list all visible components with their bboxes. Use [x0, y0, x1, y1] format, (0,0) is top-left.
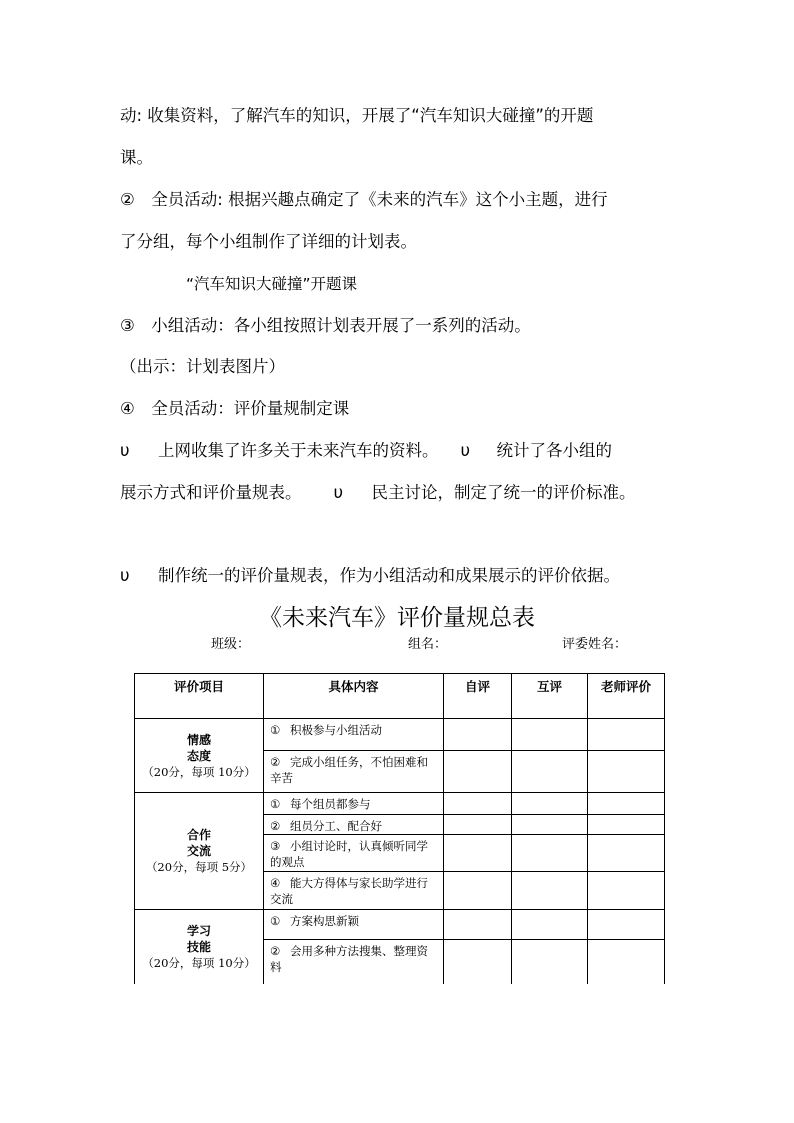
bullet-text-4: 制作统一的评价量规表，作为小组活动和成果展示的评价依据。 [158, 566, 620, 585]
peer-score-cell [512, 793, 588, 815]
table-row [135, 793, 665, 815]
bullet-text-2-cont: 展示方式和评价量规表。 [120, 483, 302, 502]
header-cell: 评价项目 [135, 674, 264, 719]
peer-score-cell [512, 940, 588, 984]
bullet-marker: υ [120, 566, 130, 585]
bullet-marker: υ [120, 441, 130, 460]
self-score-cell [444, 793, 512, 815]
body-line-1: 动: 收集资料，了解汽车的知识，开展了“汽车知识大碰撞”的开题 [120, 106, 594, 125]
bullet-line-3 [120, 566, 620, 586]
peer-score-cell [512, 910, 588, 940]
criterion-item: ② 完成小组任务，不怕困难和辛苦 [264, 751, 444, 793]
criterion-item: ② 会用多种方法搜集、整理资料 [264, 940, 444, 984]
self-score-cell [444, 815, 512, 835]
category-skills: 学习 技能 （20分，每项 10分） [135, 910, 264, 984]
bullet-text-1: 上网收集了许多关于未来汽车的资料。 [158, 441, 439, 460]
category-emotion: 情感 态度 （20分，每项 10分） [135, 719, 264, 793]
body-line-4: 了分组，每个小组制作了详细的计划表。 [120, 232, 417, 251]
criterion-item: ④ 能大方得体与家长助学进行交流 [264, 872, 444, 910]
peer-score-cell [512, 835, 588, 872]
peer-score-cell [512, 719, 588, 751]
bullet-text-2: 统计了各小组的 [496, 441, 612, 460]
table-row [135, 910, 665, 940]
self-score-cell [444, 940, 512, 984]
bullet-marker: υ [333, 483, 344, 502]
teacher-score-cell [588, 751, 665, 793]
table-row [135, 719, 665, 751]
body-line-7: ④ 全员活动：评价量规制定课 [120, 399, 350, 418]
bullet-marker: υ [460, 441, 471, 460]
criterion-item: ③ 小组讨论时，认真倾听同学的观点 [264, 835, 444, 872]
self-score-cell [444, 910, 512, 940]
peer-score-cell [512, 751, 588, 793]
criterion-item: ① 每个组员都参与 [264, 793, 444, 815]
peer-score-cell [512, 872, 588, 910]
self-score-cell [444, 872, 512, 910]
teacher-score-cell [588, 815, 665, 835]
teacher-score-cell [588, 719, 665, 751]
header-cell: 自评 [444, 674, 512, 719]
teacher-score-cell [588, 940, 665, 984]
criterion-item: ① 方案构思新颖 [264, 910, 444, 940]
bullet-line-2 [120, 483, 636, 503]
header-cell: 老师评价 [588, 674, 665, 719]
teacher-score-cell [588, 872, 665, 910]
rubric-table [134, 673, 665, 984]
body-line-2: 课。 [120, 148, 153, 167]
teacher-score-cell [588, 793, 665, 815]
body-line-3: ② 全员活动: 根据兴趣点确定了《未来的汽车》这个小主题，进行 [120, 190, 608, 209]
peer-score-cell [512, 815, 588, 835]
judge-label: 评委姓名： [562, 637, 628, 652]
self-score-cell [444, 719, 512, 751]
header-cell: 具体内容 [264, 674, 444, 719]
header-row [135, 674, 665, 719]
self-score-cell [444, 835, 512, 872]
self-score-cell [444, 751, 512, 793]
group-label: 组名： [408, 637, 448, 652]
criterion-item: ① 积极参与小组活动 [264, 719, 444, 751]
bullet-line-1 [120, 441, 612, 461]
class-label: 班级： [211, 637, 251, 652]
teacher-score-cell [588, 835, 665, 872]
header-cell: 互评 [512, 674, 588, 719]
body-line-6: （出示：计划表图片） [120, 357, 285, 376]
image-caption: “汽车知识大碰撞”开题课 [186, 275, 358, 293]
rubric-title: 《未来汽车》评价量规总表 [259, 605, 535, 631]
teacher-score-cell [588, 910, 665, 940]
bullet-text-3: 民主讨论，制定了统一的评价标准。 [371, 483, 636, 502]
body-line-5: ③ 小组活动：各小组按照计划表开展了一系列的活动。 [120, 316, 531, 335]
category-cooperation: 合作 交流 （20分，每项 5分） [135, 793, 264, 910]
criterion-item: ② 组员分工、配合好 [264, 815, 444, 835]
